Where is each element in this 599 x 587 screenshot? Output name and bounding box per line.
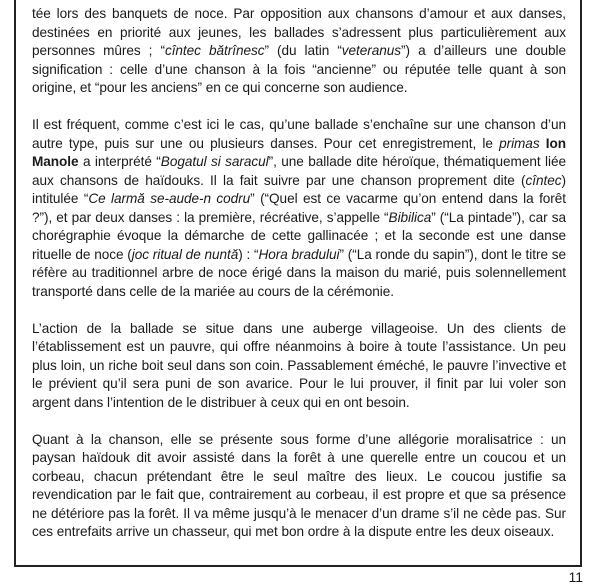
text-run: ) intitulée “ (32, 172, 566, 206)
text-run: ”) a d’ailleurs une double signification : celle d’une chanson à la fois “ancienne” ou réputée telle quant à son origine, et “pour les anciens” en ce qui concerne son audience. (32, 43, 566, 95)
italic-title: Ce larmă se-aude-n codru (88, 191, 251, 206)
text-run: a interprété “ (78, 154, 161, 169)
paragraph-4: Quant à la chanson, elle se présente sous forme d’une allégorie moralisatrice : un paysan haïdouk dit avoir assisté dans la forêt à une querelle entre un coucou et un corbeau, chacun prétendant être le seul maître des lieux. Le coucou justifie sa revendication par le fait que, contrairement au corbeau, il est propre et que sa présence ne détériore pas la forêt. Il va même jusqu’à le menacer d’un drame s’il ne cède pas. Sur ces entrefaits arrive un chasseur, qui met bon ordre à la dispute entre les deux oiseaux. (32, 431, 566, 539)
italic-term: veteranus (341, 43, 402, 58)
italic-term: joc ritual de nuntă (131, 246, 239, 262)
paragraph-2 (32, 116, 566, 301)
article-body (32, 5, 566, 542)
text-run: ” (du latin “ (264, 43, 342, 58)
italic-title: Bogatul si saracul (160, 154, 269, 169)
text-run: ” (“La pintade”), car sa chorégraphie évoque la démarche de cette gallinacée ; et la seconde est une danse rituelle de noce ( (32, 209, 567, 262)
italic-title: Bibilica (388, 209, 432, 225)
performer-name: Ion Manole (32, 135, 566, 169)
italic-term: cîntec bătrînesc (164, 43, 265, 58)
paragraph-3: L’action de la ballade se situe dans une auberge villageoise. Un des clients de l’établissement est un pauvre, qui offre néanmoins à boire à toute l’assistance. Un peu plus loin, un riche boit seul dans son coin. Passablement éméché, le pauvre l’invective et le prévient qu’il sera puni de son avarice. Pour le lui prouver, il finit par lui voler son argent dans l’intention de le distribuer à ceux qui en ont besoin. (32, 320, 566, 410)
italic-title: Hora bradului (258, 246, 340, 262)
paragraph-1 (32, 5, 566, 98)
page-number: 11 (568, 569, 583, 585)
text-run: ) : “ (238, 246, 259, 262)
text-run: Il est fréquent, comme c’est ici le cas, qu’une ballade s’enchaîne sur une chanson d’un autre type, puis sur une ou plusieurs danses. Pour cet enregistrement, le (32, 117, 566, 151)
text-run: tée lors des banquets de noce. Par opposition aux chansons d’amour et aux danses, destinées en priorité aux jeunes, les ballades s’adressent plus particulièrement aux personnes mûres ; “ (32, 6, 566, 58)
text-run: ”, une ballade dite héroïque, thématiquement liée aux chansons de haïdouks. Il la fait suivre par une chanson proprement dite ( (32, 154, 566, 188)
italic-term: cîntec (525, 172, 562, 188)
text-run: ” (“Quel est ce vacarme qu’on entend dans la forêt ?”), et par deux danses : la première, récréative, s’appelle “ (32, 191, 567, 225)
text-run: ” (“La ronde du sapin”), dont le titre se réfère au traditionnel arbre de noce érigé dans la maison du marié, puis solennellement transporté dans celle de la mariée au cours de la cérémonie. (32, 246, 566, 299)
italic-term: primas (499, 135, 540, 151)
